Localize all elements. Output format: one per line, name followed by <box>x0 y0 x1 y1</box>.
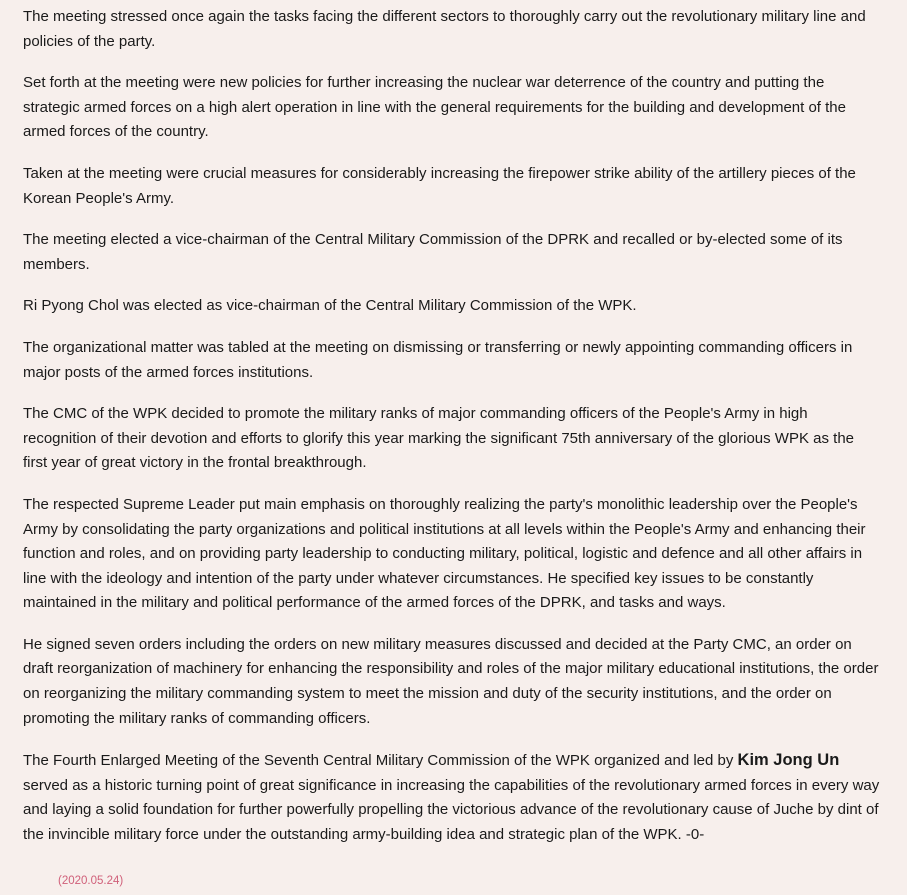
paragraph-rank-promotion: The CMC of the WPK decided to promote the military ranks of major commanding officers of the People's Army in high recognition of their devotion and efforts to glorify this year marking the significant 75th anniversary of the glorious WPK as the first year of great victory in the frontal breakthrough. <box>23 405 854 472</box>
paragraph-election: The meeting elected a vice-chairman of the Central Military Commission of the DPRK and recalled or by-elected some of its members. <box>23 231 843 273</box>
paragraph-tasks: The meeting stressed once again the tasks facing the different sectors to thoroughly carry out the revolutionary military line and policies of the party. <box>23 8 866 50</box>
paragraph-new-policies: Set forth at the meeting were new policies for further increasing the nuclear war deterrence of the country and putting the strategic armed forces on a high alert operation in line with the general requirements for the building and development of the armed forces of the country. <box>23 74 846 141</box>
leader-name: Kim Jong Un <box>737 751 840 770</box>
paragraph-artillery-measures: Taken at the meeting were crucial measures for considerably increasing the firepower strike ability of the artillery pieces of the Korean People's Army. <box>23 164 856 207</box>
paragraph-vice-chairman: Ri Pyong Chol was elected as vice-chairman of the Central Military Commission of the WPK. <box>23 297 637 315</box>
paragraph-conclusion <box>23 748 881 847</box>
conclusion-text-end: served as a historic turning point of great significance in increasing the capabilities of the revolutionary armed forces in every way and laying a solid foundation for further powerfully propelling the victorious advance of the revolutionary cause of Juche by dint of the invincible military force under the outstanding army-building idea and strategic plan of the WPK. -0- <box>23 776 880 844</box>
paragraph-signed-orders: He signed seven orders including the orders on new military measures discussed and decided at the Party CMC, an order on draft reorganization of machinery for enhancing the responsibility and roles of the major military educational institutions, the order on reorganizing the military commanding system to meet the mission and duty of the security institutions, and the order on promoting the military ranks of commanding officers. <box>23 635 879 727</box>
conclusion-text-start: The Fourth Enlarged Meeting of the Seventh Central Military Commission of the WPK organized and led by <box>23 752 738 770</box>
publication-date: (2020.05.24) <box>58 875 124 887</box>
article-body <box>23 5 881 848</box>
paragraph-organizational-matter: The organizational matter was tabled at the meeting on dismissing or transferring or newly appointing commanding officers in major posts of the armed forces institutions. <box>23 338 853 381</box>
paragraph-leadership-emphasis: The respected Supreme Leader put main emphasis on thoroughly realizing the party's monolithic leadership over the People's Army by consolidating the party organizations and political institutions at all levels within the People's Army and enhancing their function and roles, and on providing party leadership to conducting military, political, logistic and defence and all other affairs in line with the ideology and intention of the party under whatever circumstances. He specified key issues to be constantly maintained in the military and political performance of the armed forces of the DPRK, and tasks and ways. <box>23 495 866 612</box>
